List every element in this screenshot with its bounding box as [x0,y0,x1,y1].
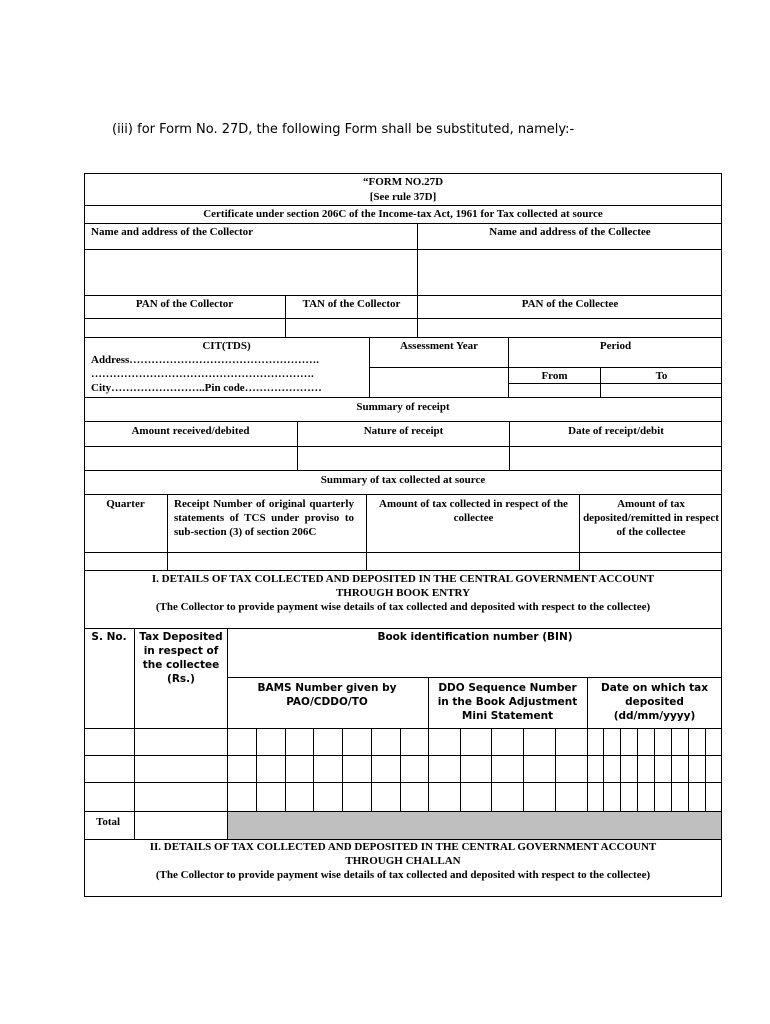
tax-deposited-row1-field[interactable] [136,730,226,754]
total-label: Total [96,816,121,828]
collector-name-field[interactable] [86,251,416,294]
amount-received-field[interactable] [86,448,296,469]
tax-deposited-row3-field[interactable] [136,784,226,810]
total-tax-field[interactable] [136,813,226,838]
cit-address-line2: ……………………………………………………. [91,368,314,380]
date-receipt-label: Date of receipt/debit [568,425,664,437]
section2-title-line2: THROUGH CHALLAN [345,855,461,867]
amount-deposited-label: Amount of tax deposited/remitted in respect of the collectee [583,498,719,538]
tax-deposited-row2-field[interactable] [136,757,226,781]
date-tax-deposited-label: Date on which tax deposited (dd/mm/yyyy) [601,682,708,722]
period-from-field[interactable] [510,385,599,396]
cit-city-pincode: City……………………..Pin code………………… [91,382,322,394]
pan-collector-label: PAN of the Collector [135,298,234,310]
summary-tax-title: Summary of tax collected at source [320,474,486,486]
section1-title: I. DETAILS OF TAX COLLECTED AND DEPOSITED IN THE CENTRAL GOVERNMENT ACCOUNT [151,573,655,585]
amount-received-label: Amount received/debited [131,425,250,437]
section2-note: (The Collector to provide payment wise details of tax collected and deposited with respect to the collectee) [155,869,651,881]
amount-collected-field[interactable] [368,554,578,569]
collectee-name-label: Name and address of the Collectee [489,226,651,238]
certificate-title: Certificate under section 206C of the Income-tax Act, 1961 for Tax collected at source [203,208,603,220]
period-to-label: To [655,370,668,382]
section2-title: II. DETAILS OF TAX COLLECTED AND DEPOSITED IN THE CENTRAL GOVERNMENT ACCOUNT [149,841,657,853]
section1-title-line2: THROUGH BOOK ENTRY [335,587,471,599]
cit-tds-label: CIT(TDS) [202,340,251,352]
summary-receipt-title: Summary of receipt [356,401,450,413]
quarter-field[interactable] [86,554,166,569]
tan-collector-label: TAN of the Collector [302,298,401,310]
bin-label: Book identification number (BIN) [377,631,573,643]
period-from-label: From [541,370,568,382]
nature-receipt-label: Nature of receipt [363,425,444,437]
bams-number-label: BAMS Number given by PAO/CDDO/TO [257,682,397,708]
quarter-label: Quarter [106,498,145,510]
total-shaded-cell [228,812,721,839]
receipt-number-field[interactable] [169,554,365,569]
pan-collector-field[interactable] [86,320,284,336]
cit-address: Address……………………………………………. [91,354,320,366]
period-label: Period [599,340,632,352]
form-rule: [See rule 37D] [369,191,437,203]
intro-text: (iii) for Form No. 27D, the following Form shall be substituted, namely:- [112,122,575,137]
period-to-field[interactable] [602,385,721,396]
receipt-number-label: Receipt Number of original quarterly statements of TCS under proviso to sub-section (3) of section 206C [174,498,354,538]
tax-deposited-label: Tax Deposited in respect of the collectee (Rs.) [139,631,223,685]
amount-deposited-field[interactable] [581,554,721,569]
assessment-year-field[interactable] [371,369,507,396]
date-receipt-field[interactable] [511,448,721,469]
sno-label: S. No. [91,631,127,643]
collectee-name-field[interactable] [419,251,721,294]
collector-name-label: Name and address of the Collector [91,226,254,238]
ddo-sequence-label: DDO Sequence Number in the Book Adjustment Mini Statement [437,682,578,722]
form-number: “FORM NO.27D [362,176,444,188]
pan-collectee-label: PAN of the Collectee [521,298,619,310]
assessment-year-label: Assessment Year [399,340,479,352]
amount-collected-label: Amount of tax collected in respect of the collectee [379,498,568,524]
section1-note: (The Collector to provide payment wise details of tax collected and deposited with respect to the collectee) [155,601,651,613]
pan-collectee-field[interactable] [419,320,721,336]
tan-collector-field[interactable] [287,320,416,336]
nature-receipt-field[interactable] [299,448,508,469]
